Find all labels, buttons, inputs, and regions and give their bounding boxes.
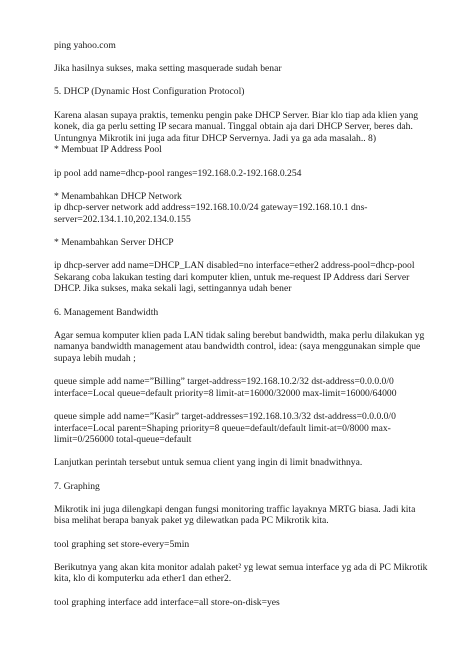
text-line: 7. Graphing xyxy=(54,480,100,492)
paragraph-b13 xyxy=(54,457,430,469)
text-line: server=202.134.1.10,202.134.0.155 xyxy=(54,213,191,225)
text-line: * Membuat IP Address Pool xyxy=(54,144,162,156)
text-line: ip dhcp-server add name=DHCP_LAN disabled=no interface=ether2 address-pool=dhcp-pool xyxy=(54,260,415,272)
text-line: Mikrotik ini juga dilengkapi dengan fungsi monitoring traffic layaknya MRTG biasa. Jadi kita xyxy=(54,503,416,515)
paragraph-b7 xyxy=(54,237,430,249)
paragraph-b2 xyxy=(54,63,430,75)
paragraph-b8 xyxy=(54,260,430,295)
text-line: Untungnya Mikrotik ini juga ada fitur DHCP Servernya. Jadi ya ga ada masalah.. 8) xyxy=(54,132,377,144)
paragraph-b18 xyxy=(54,597,430,609)
text-line: Berikutnya yang akan kita monitor adalah paket² yg lewat semua interface yg ada di PC Mikrotik xyxy=(54,561,428,573)
paragraph-b9 xyxy=(54,307,430,319)
text-line: ip dhcp-server network add address=192.168.10.0/24 gateway=192.168.10.1 dns- xyxy=(54,202,368,214)
text-line: * Menambahkan Server DHCP xyxy=(54,237,174,249)
paragraph-b6 xyxy=(54,191,430,226)
text-line: supaya lebih mudah ; xyxy=(54,353,136,365)
text-line: interface=Local parent=Shaping priority=8 queue=default/default limit-at=0/8000 max- xyxy=(54,422,391,434)
text-line: limit=0/256000 total-queue=default xyxy=(54,434,192,446)
text-line: Sekarang coba lakukan testing dari komputer klien, untuk me-request IP Address dari Server xyxy=(54,271,410,283)
paragraph-b10 xyxy=(54,330,430,365)
paragraph-b4 xyxy=(54,110,430,156)
paragraph-b3 xyxy=(54,86,430,98)
text-line: namanya bandwidth management atau bandwidth control, idea: (saya menggunakan simple que xyxy=(54,341,421,353)
text-line: kita, klo di komputerku ada ether1 dan ether2. xyxy=(54,573,232,585)
text-line: Agar semua komputer klien pada LAN tidak saling berebut bandwidth, maka perlu dilakukan yg xyxy=(54,329,425,341)
text-line: Karena alasan supaya praktis, temenku pengin pake DHCP Server. Biar klo tiap ada klien yang xyxy=(54,109,419,121)
paragraph-b17 xyxy=(54,562,430,585)
text-line: ip pool add name=dhcp-pool ranges=192.168.0.2-192.168.0.254 xyxy=(54,167,302,179)
text-line: 5. DHCP (Dynamic Host Configuration Protocol) xyxy=(54,86,245,98)
text-line: ping yahoo.com xyxy=(54,40,116,51)
paragraph-b12 xyxy=(54,411,430,446)
paragraph-b5 xyxy=(54,168,430,180)
document-body xyxy=(54,40,430,620)
paragraph-b1 xyxy=(54,40,430,52)
text-line: konek, dia ga perlu setting IP secara manual. Tinggal obtain aja dari DHCP Server, beres dah. xyxy=(54,121,413,133)
paragraph-b11 xyxy=(54,376,430,399)
text-line: 6. Management Bandwidth xyxy=(54,306,159,318)
text-line: queue simple add name=”Kasir” target-addresses=192.168.10.3/32 dst-address=0.0.0.0/0 xyxy=(54,411,396,422)
text-line: tool graphing set store-every=5min xyxy=(54,538,190,550)
paragraph-b15 xyxy=(54,504,430,527)
paragraph-b16 xyxy=(54,539,430,551)
text-line: DHCP. Jika sukses, maka sekali lagi, settingannya udah bener xyxy=(54,283,292,295)
text-line: Lanjutkan perintah tersebut untuk semua client yang ingin di limit bnadwithnya. xyxy=(54,457,363,469)
text-line: tool graphing interface add interface=all store-on-disk=yes xyxy=(54,596,280,608)
text-line: * Menambahkan DHCP Network xyxy=(54,190,182,202)
text-line: queue simple add name=”Billing” target-address=192.168.10.2/32 dst-address=0.0.0.0/0 xyxy=(54,376,394,388)
paragraph-b14 xyxy=(54,481,430,493)
text-line: interface=Local queue=default priority=8 limit-at=16000/32000 max-limit=16000/64000 xyxy=(54,387,397,399)
text-line: bisa melihat berapa banyak paket yg dilewatkan pada PC Mikrotik kita. xyxy=(54,515,329,527)
text-line: Jika hasilnya sukses, maka setting masquerade sudah benar xyxy=(54,63,282,75)
